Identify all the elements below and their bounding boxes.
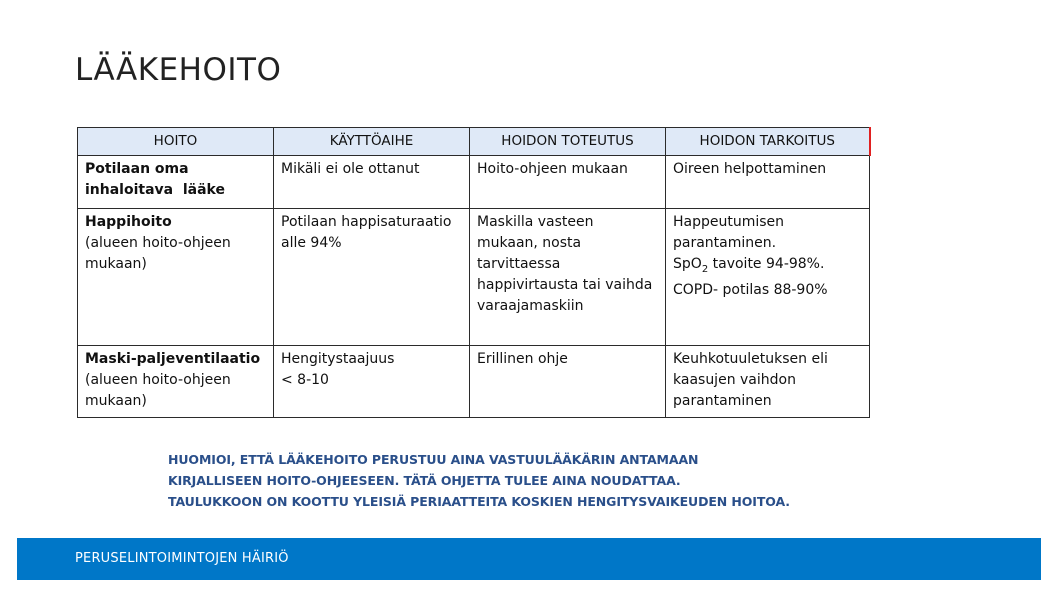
cell-kayttoaihe [274,346,470,418]
cell-hoito [78,156,274,209]
cell-toteutus [470,156,666,209]
cell-line: mukaan) [85,393,147,409]
note-line: KIRJALLISEEN HOITO-OHJEESEEN. TÄTÄ OHJETTA TULEE AINA NOUDATTAA. [168,473,681,488]
cell-line: parantaminen [673,393,772,409]
cell-line: < 8-10 [281,372,329,388]
cell-line: Keuhkotuuletuksen eli [673,351,828,367]
cell-line: parantaminen. [673,235,777,251]
cell-line: Hoito-ohjeen mukaan [477,161,628,177]
cell-hoito [78,346,274,418]
cell-tarkoitus [666,156,870,209]
cell-line: COPD- potilas 88-90% [673,281,828,298]
cell-line: mukaan) [85,256,147,272]
footer-bar [17,538,1041,580]
header-toteutus: HOIDON TOTEUTUS [470,128,666,156]
cell-kayttoaihe [274,209,470,346]
table-header-row [78,128,870,156]
cell-line: mukaan, nosta [477,235,582,251]
cell-line: (alueen hoito-ohjeen [85,235,231,251]
cell-tarkoitus [666,209,870,346]
cell-tarkoitus [666,346,870,418]
table-row [78,346,870,418]
spo2-prefix: Sp [673,256,691,272]
cell-line: Oireen helpottaminen [673,161,827,177]
cell-line: varaajamaskiin [477,298,584,314]
cell-line: Potilaan oma [85,161,189,177]
cell-line: Mikäli ei ole ottanut [281,161,420,177]
cell-line: Potilaan happisaturaatio [281,214,452,230]
cell-line: alle 94% [281,235,342,251]
cell-line: tarvittaessa [477,256,561,272]
cell-toteutus [470,346,666,418]
cell-line: Erillinen ohje [477,351,568,367]
slide-title: LÄÄKEHOITO [75,52,282,88]
cell-line: happivirtausta tai vaihda [477,277,653,293]
cell-line: Happihoito [85,214,172,230]
note-line: TAULUKKOON ON KOOTTU YLEISIÄ PERIAATTEITA KOSKIEN HENGITYSVAIKEUDEN HOITOA. [168,494,790,509]
footer-title: PERUSELINTOIMINTOJEN HÄIRIÖ [75,551,289,566]
table-row [78,156,870,209]
table-row [78,209,870,346]
spo2-o: O [690,256,702,272]
cell-line: Happeutumisen [673,214,785,230]
cell-line: inhaloitava lääke [85,182,225,198]
spo2-line [673,254,863,280]
header-hoito: HOITO [78,128,274,156]
cell-kayttoaihe [274,156,470,209]
cell-hoito [78,209,274,346]
medication-table [77,127,871,418]
cell-toteutus [470,209,666,346]
spo2-target: tavoite 94-98%. [708,256,825,272]
cell-line: (alueen hoito-ohjeen [85,372,231,388]
spo2-subscript: 2 [701,263,709,275]
cell-line: Hengitystaajuus [281,351,395,367]
cell-line: kaasujen vaihdon [673,372,796,388]
note-line: HUOMIOI, ETTÄ LÄÄKEHOITO PERUSTUU AINA VASTUULÄÄKÄRIN ANTAMAAN [168,452,699,467]
warning-note [168,449,848,512]
cell-line: Maskilla vasteen [477,214,594,230]
header-kayttoaihe: KÄYTTÖAIHE [274,128,470,156]
cell-line: Maski-paljeventilaatio [85,351,261,367]
header-tarkoitus: HOIDON TARKOITUS [666,128,870,156]
